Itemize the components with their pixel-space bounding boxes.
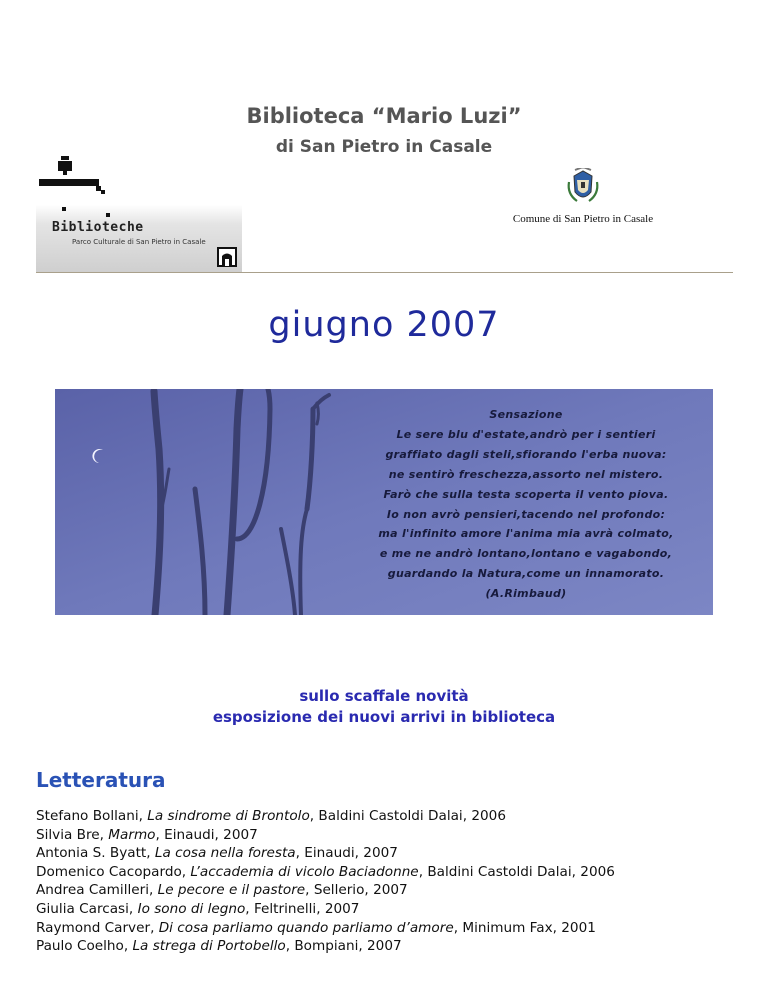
book-entry: Domenico Cacopardo, L’accademia di vicolo Baciadonne, Baldini Castoldi Dalai, 2006 [36,863,615,880]
book-author: Paulo Coelho [36,938,124,955]
arch-icon [217,247,237,267]
book-year: 2007 [373,882,408,899]
section-title: Letteratura [36,768,166,792]
poem-line: guardando la Natura,come un innamorato. [387,567,665,581]
book-publisher: Sellerio [313,882,365,899]
book-year: 2006 [580,863,615,880]
book-title: La strega di Portobello [132,938,286,955]
poem-line: ne sentirò freschezza,assorto nel mistero. [388,467,664,481]
book-author: Silvia Bre [36,826,100,843]
poem-line: Le sere blu d'estate,andrò per i sentieri [396,427,656,441]
book-title: L’accademia di vicolo Baciadonne [190,863,419,880]
book-title: La cosa nella foresta [154,845,296,862]
book-title: Le pecore e il pastore [157,882,306,899]
header-divider [36,272,733,273]
book-publisher: Minimum Fax [462,919,553,936]
book-author: Antonia S. Byatt [36,845,147,862]
book-author: Domenico Cacopardo [36,863,182,880]
book-author: Giulia Carcasi [36,900,129,917]
book-entry: Giulia Carcasi, Io sono di legno, Feltrinelli, 2007 [36,900,360,917]
logo-text-sub: Parco Culturale di San Pietro in Casale [72,238,206,246]
book-title: Di cosa parliamo quando parliamo d’amore [158,919,454,936]
book-entry: Antonia S. Byatt, La cosa nella foresta, Einaudi, 2007 [36,845,398,862]
book-title: Io sono di legno [137,900,246,917]
book-entry: Silvia Bre, Marmo, Einaudi, 2007 [36,826,258,843]
month-title: giugno 2007 [268,305,500,345]
coat-of-arms-icon [565,168,601,208]
book-title: La sindrome di Brontolo [147,808,310,824]
book-publisher: Feltrinelli [253,900,317,917]
shelf-heading: sullo scaffale novità [299,687,469,705]
book-author: Raymond Carver [36,919,151,936]
book-publisher: Einaudi [164,826,215,843]
book-entry: Andrea Camilleri, Le pecore e il pastore, Sellerio, 2007 [36,882,408,899]
book-publisher: Baldini Castoldi Dalai [318,808,463,824]
book-author: Andrea Camilleri [36,882,149,899]
poem-overlay [352,405,700,604]
poem-line: Io non avrò pensieri,tacendo nel profondo: [386,507,666,521]
book-publisher: Bompiani [294,938,359,955]
poem-line: graffiato dagli steli,sfiorando l'erba nuova: [385,447,667,461]
poem-title: Sensazione [489,408,563,421]
book-year: 2007 [363,845,398,862]
book-title: Marmo [108,826,156,843]
book-year: 2001 [561,919,596,936]
book-publisher: Baldini Castoldi Dalai [427,863,572,880]
logo-text-main: Biblioteche [52,220,144,235]
comune-caption: Comune di San Pietro in Casale [512,213,654,225]
poem-line: e me ne andrò lontano,lontano e vagabondo, [379,547,673,561]
book-reader-icon [36,152,242,272]
library-title: Biblioteca “Mario Luzi” [246,104,522,128]
poem-line: ma l'infinito amore l'anima mia avrà colmato, [378,527,674,541]
poem-author: (A.Rimbaud) [485,587,567,601]
biblioteche-logo [36,152,242,272]
book-publisher: Einaudi [304,845,355,862]
book-entry: Paulo Coelho, La strega di Portobello, Bompiani, 2007 [36,938,402,955]
book-year: 2007 [367,938,402,955]
book-year: 2007 [223,826,258,843]
book-entry: Raymond Carver, Di cosa parliamo quando parliamo d’amore, Minimum Fax, 2001 [36,919,596,936]
book-author: Stefano Bollani [36,808,139,824]
book-year: 2006 [471,808,506,824]
library-subtitle: di San Pietro in Casale [275,137,493,157]
poem-line: Farò che sulla testa scoperta il vento piova. [383,487,669,501]
book-entry: Stefano Bollani, La sindrome di Brontolo, Baldini Castoldi Dalai, 2006 [36,808,506,824]
shelf-subheading: esposizione dei nuovi arrivi in biblioteca [212,708,556,726]
book-list [36,807,736,956]
book-year: 2007 [324,900,360,917]
